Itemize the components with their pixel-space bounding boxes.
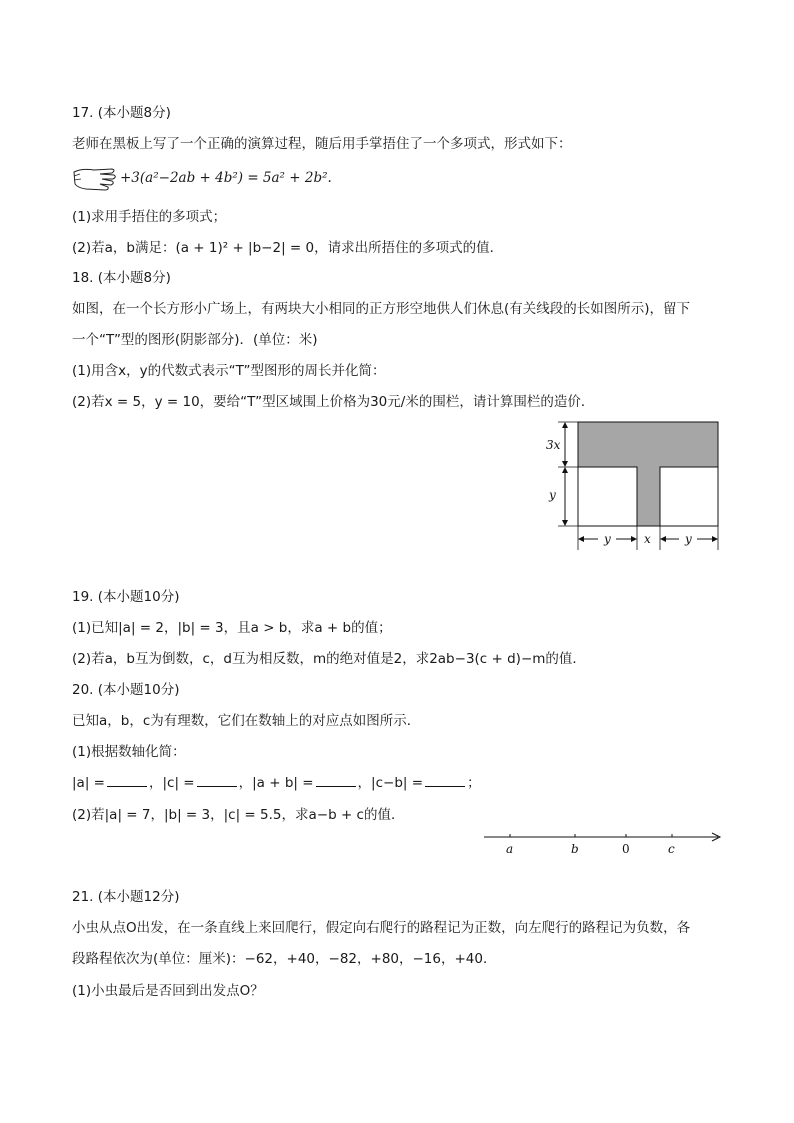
q17-part2: (2)若a，b满足：(a + 1)² + |b−2| = 0，请求出所捂住的多项式的值． [72, 240, 504, 256]
q21-header: 21. (本小题12分) [72, 889, 180, 905]
blank-label-a: |a| = [72, 775, 105, 791]
label-x-bottom: x [644, 532, 651, 546]
answer-blank-a-plus-b[interactable] [316, 774, 356, 787]
label-y-bottom-right: y [685, 532, 692, 546]
q20-blanks [72, 774, 481, 792]
origin-label: 0 [622, 842, 630, 856]
q18-intro-line2: 一个“T”型的图形(阴影部分)．(单位：米) [72, 332, 318, 348]
q20-header: 20. (本小题10分) [72, 682, 180, 698]
label-y-side: y [549, 488, 556, 502]
hand-icon [72, 164, 118, 192]
label-3x: 3x [546, 438, 561, 452]
q20-part2: (2)若|a| = 7，|b| = 3，|c| = 5.5，求a−b + c的值． [72, 807, 405, 823]
answer-blank-c[interactable] [197, 774, 237, 787]
q17-part1: (1)求用手捂住的多项式； [72, 209, 227, 225]
point-a-label: a [506, 842, 514, 856]
number-line [482, 826, 726, 860]
q19-part1: (1)已知|a| = 2，|b| = 3，且a > b，求a + b的值； [72, 620, 392, 636]
point-b-label: b [571, 842, 579, 856]
answer-blank-c-minus-b[interactable] [425, 774, 465, 787]
q17-equation-text: +3(a²−2ab + 4b²) = 5a² + 2b². [120, 170, 332, 186]
left-square [578, 467, 637, 526]
blank-label-c-minus-b: ，|c−b| = [357, 775, 424, 791]
q18-intro-line1: 如图，在一个长方形小广场上，有两块大小相同的正方形空地供人们休息(有关线段的长如图所示)，留下 [72, 301, 691, 317]
label-y-bottom-left: y [604, 532, 611, 546]
point-c-label: c [668, 842, 675, 856]
blank-end: ； [467, 775, 481, 791]
blank-label-c: ，|c| = [148, 775, 195, 791]
q21-intro-line1: 小虫从点O出发，在一条直线上来回爬行，假定向右爬行的路程记为正数，向左爬行的路程记为负数，各 [72, 920, 691, 936]
right-square [660, 467, 718, 526]
q20-intro: 已知a，b，c为有理数，它们在数轴上的对应点如图所示． [72, 713, 421, 729]
t-shape-figure [540, 418, 730, 554]
q19-part2: (2)若a，b互为倒数，c，d互为相反数，m的绝对值是2，求2ab−3(c + d)−m的值． [72, 651, 586, 667]
q17-header: 17. (本小题8分) [72, 105, 171, 121]
q21-part1: (1)小虫最后是否回到出发点O？ [72, 983, 264, 999]
q18-header: 18. (本小题8分) [72, 270, 171, 286]
answer-blank-a[interactable] [107, 774, 147, 787]
q18-part2: (2)若x = 5，y = 10，要给“T”型区域围上价格为30元/米的围栏，请计算围栏的造价． [72, 394, 595, 410]
q18-part1: (1)用含x，y的代数式表示“T”型图形的周长并化简： [72, 363, 386, 379]
q21-intro-line2: 段路程依次为(单位：厘米)：−62，+40，−82，+80，−16，+40． [72, 951, 497, 967]
q17-intro: 老师在黑板上写了一个正确的演算过程，随后用手掌捂住了一个多项式，形式如下： [72, 136, 572, 152]
q20-part1: (1)根据数轴化简： [72, 744, 186, 760]
blank-label-a-plus-b: ，|a + b| = [238, 775, 314, 791]
q19-header: 19. (本小题10分) [72, 589, 180, 605]
